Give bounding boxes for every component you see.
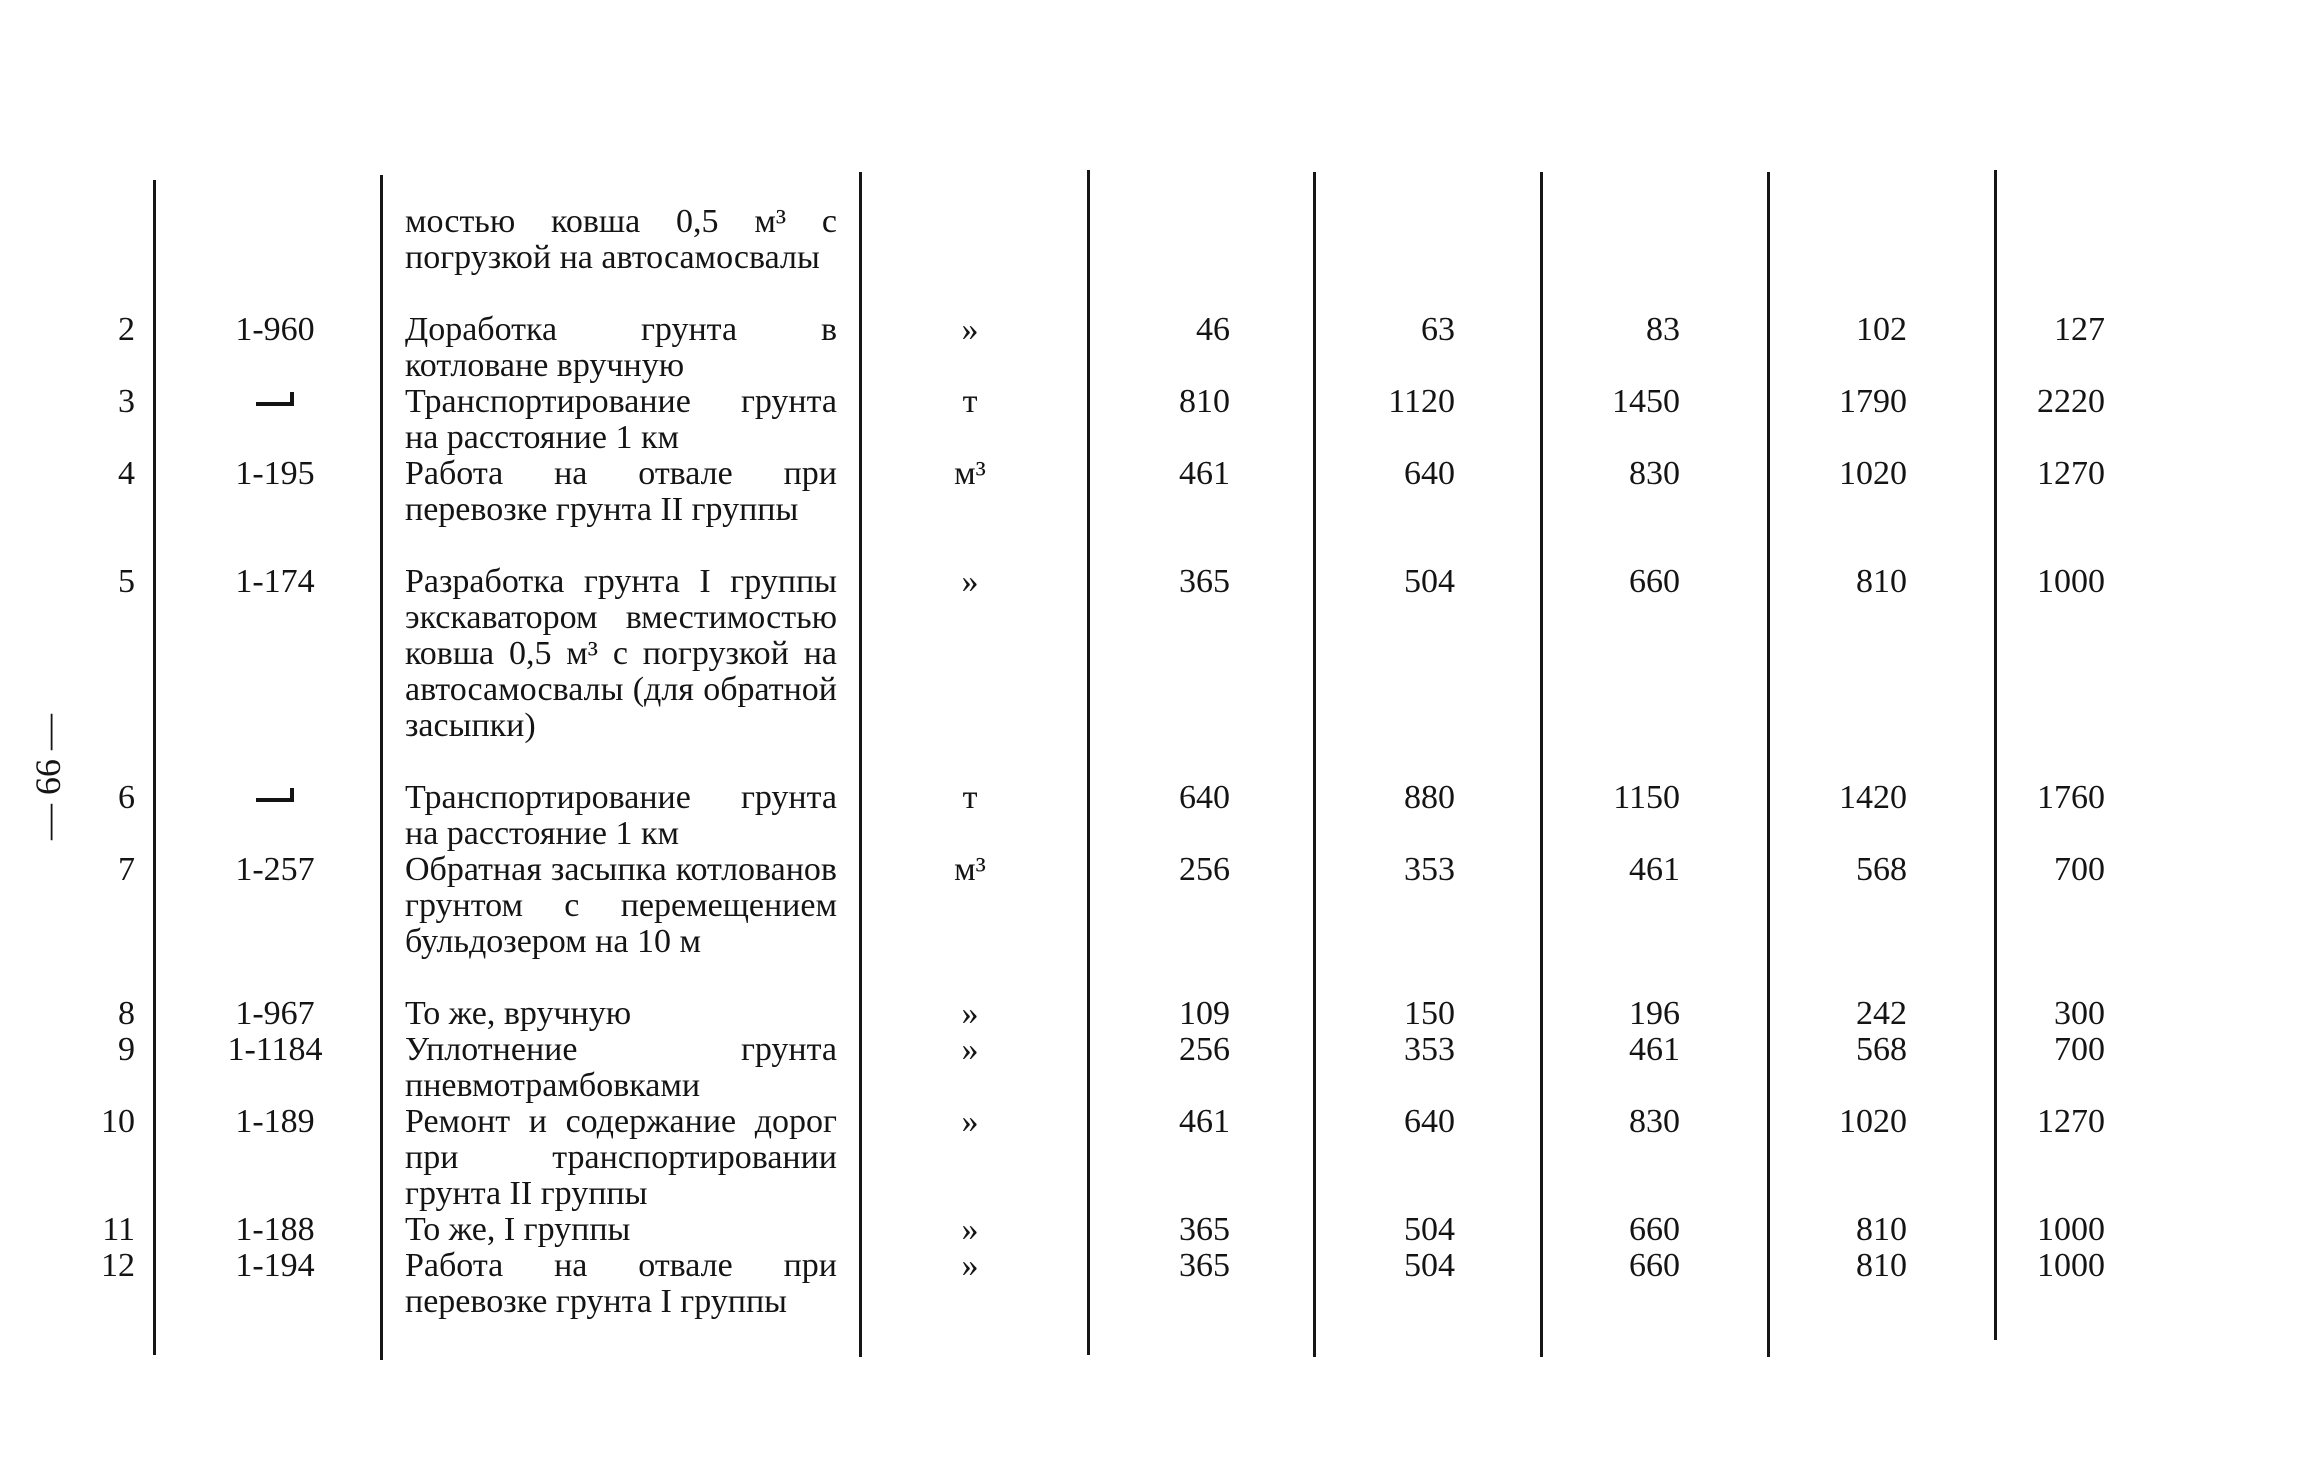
value-col-2: 1120: [1388, 383, 1455, 420]
unit: м³: [954, 455, 986, 492]
work-description: Обратная засыпка котлованов грунтом с перемещением бульдозером на 10 м: [405, 851, 837, 960]
unit: »: [961, 311, 979, 348]
value-col-5: 1270: [2037, 455, 2105, 492]
column-divider: [1313, 172, 1316, 1357]
value-col-3: 830: [1629, 1103, 1680, 1140]
unit: »: [961, 1103, 979, 1140]
unit: »: [961, 995, 979, 1032]
unit: »: [961, 563, 979, 600]
value-col-4: 810: [1856, 1247, 1907, 1284]
value-col-2: 63: [1421, 311, 1455, 348]
row-number: 6: [118, 779, 135, 816]
value-col-5: 1000: [2037, 1211, 2105, 1248]
norm-code: 1-174: [235, 563, 315, 600]
value-col-3: 461: [1629, 1031, 1680, 1068]
value-col-5: 127: [2054, 311, 2105, 348]
value-col-3: 461: [1629, 851, 1680, 888]
value-col-4: 810: [1856, 1211, 1907, 1248]
value-col-3: 196: [1629, 995, 1680, 1032]
value-col-1: 256: [1179, 1031, 1230, 1068]
work-description: мостью ковша 0,5 м³ с погрузкой на автосамосвалы: [405, 203, 837, 276]
value-col-1: 365: [1179, 1211, 1230, 1248]
value-col-5: 2220: [2037, 383, 2105, 420]
norm-code: 1-967: [235, 995, 315, 1032]
row-number: 12: [101, 1247, 135, 1284]
value-col-2: 504: [1404, 563, 1455, 600]
row-number: 2: [118, 311, 135, 348]
page-number: — 66 —: [28, 714, 68, 840]
value-col-2: 880: [1404, 779, 1455, 816]
unit: »: [961, 1247, 979, 1284]
value-col-3: 1450: [1612, 383, 1680, 420]
value-col-5: 300: [2054, 995, 2105, 1032]
value-col-4: 568: [1856, 851, 1907, 888]
unit: т: [962, 779, 978, 816]
work-description: Уплотнение грунта пневмотрамбовками: [405, 1031, 837, 1104]
value-col-1: 810: [1179, 383, 1230, 420]
value-col-1: 46: [1196, 311, 1230, 348]
norm-code: 1-257: [235, 851, 315, 888]
column-divider: [380, 175, 383, 1360]
row-number: 8: [118, 995, 135, 1032]
value-col-2: 353: [1404, 1031, 1455, 1068]
work-description: Транспортирование грунта на расстояние 1 км: [405, 383, 837, 456]
dash-mark: [256, 798, 294, 802]
value-col-5: 1270: [2037, 1103, 2105, 1140]
value-col-4: 810: [1856, 563, 1907, 600]
work-description: Разработка грунта I группы экскаватором вместимостью ковша 0,5 м³ с погрузкой на автосамосвалы (для обратной засыпки): [405, 563, 837, 744]
row-number: 3: [118, 383, 135, 420]
unit: »: [961, 1211, 979, 1248]
value-col-5: 700: [2054, 1031, 2105, 1068]
value-col-5: 1000: [2037, 563, 2105, 600]
column-divider: [859, 172, 862, 1357]
value-col-3: 1150: [1613, 779, 1680, 816]
value-col-3: 830: [1629, 455, 1680, 492]
value-col-1: 461: [1179, 455, 1230, 492]
value-col-2: 504: [1404, 1247, 1455, 1284]
column-divider: [153, 180, 156, 1355]
value-col-2: 353: [1404, 851, 1455, 888]
value-col-2: 150: [1404, 995, 1455, 1032]
value-col-4: 1020: [1839, 455, 1907, 492]
value-col-5: 700: [2054, 851, 2105, 888]
norm-code-dash: [180, 780, 370, 816]
work-description: То же, I группы: [405, 1211, 631, 1248]
value-col-1: 365: [1179, 1247, 1230, 1284]
work-description: Ремонт и содержание дорог при транспортировании грунта II группы: [405, 1103, 837, 1212]
value-col-4: 102: [1856, 311, 1907, 348]
value-col-4: 568: [1856, 1031, 1907, 1068]
unit: м³: [954, 851, 986, 888]
work-description: Транспортирование грунта на расстояние 1 км: [405, 779, 837, 852]
value-col-2: 504: [1404, 1211, 1455, 1248]
row-number: 9: [118, 1031, 135, 1068]
value-col-3: 660: [1629, 1247, 1680, 1284]
value-col-2: 640: [1404, 455, 1455, 492]
unit: »: [961, 1031, 979, 1068]
norm-code: 1-960: [235, 311, 315, 348]
norm-code: 1-188: [235, 1211, 315, 1248]
value-col-1: 461: [1179, 1103, 1230, 1140]
value-col-1: 640: [1179, 779, 1230, 816]
column-divider: [1540, 172, 1543, 1357]
row-number: 4: [118, 455, 135, 492]
value-col-5: 1760: [2037, 779, 2105, 816]
work-description: Работа на отвале при перевозке грунта II группы: [405, 455, 837, 528]
value-col-3: 660: [1629, 1211, 1680, 1248]
value-col-4: 242: [1856, 995, 1907, 1032]
row-number: 10: [101, 1103, 135, 1140]
value-col-3: 660: [1629, 563, 1680, 600]
work-description: Работа на отвале при перевозке грунта I группы: [405, 1247, 837, 1320]
norm-code: 1-1184: [227, 1031, 323, 1068]
value-col-1: 365: [1179, 563, 1230, 600]
norm-code: 1-189: [235, 1103, 315, 1140]
value-col-4: 1020: [1839, 1103, 1907, 1140]
value-col-3: 83: [1646, 311, 1680, 348]
norm-code: 1-195: [235, 455, 315, 492]
value-col-1: 256: [1179, 851, 1230, 888]
value-col-4: 1790: [1839, 383, 1907, 420]
row-number: 11: [102, 1211, 135, 1248]
unit: т: [962, 383, 978, 420]
dash-mark: [256, 402, 294, 406]
work-description: То же, вручную: [405, 995, 632, 1032]
column-divider: [1767, 172, 1770, 1357]
value-col-1: 109: [1179, 995, 1230, 1032]
norm-code: 1-194: [235, 1247, 315, 1284]
row-number: 5: [118, 563, 135, 600]
row-number: 7: [118, 851, 135, 888]
work-description: Доработка грунта в котловане вручную: [405, 311, 837, 384]
value-col-2: 640: [1404, 1103, 1455, 1140]
norm-code-dash: [180, 384, 370, 420]
value-col-5: 1000: [2037, 1247, 2105, 1284]
value-col-4: 1420: [1839, 779, 1907, 816]
